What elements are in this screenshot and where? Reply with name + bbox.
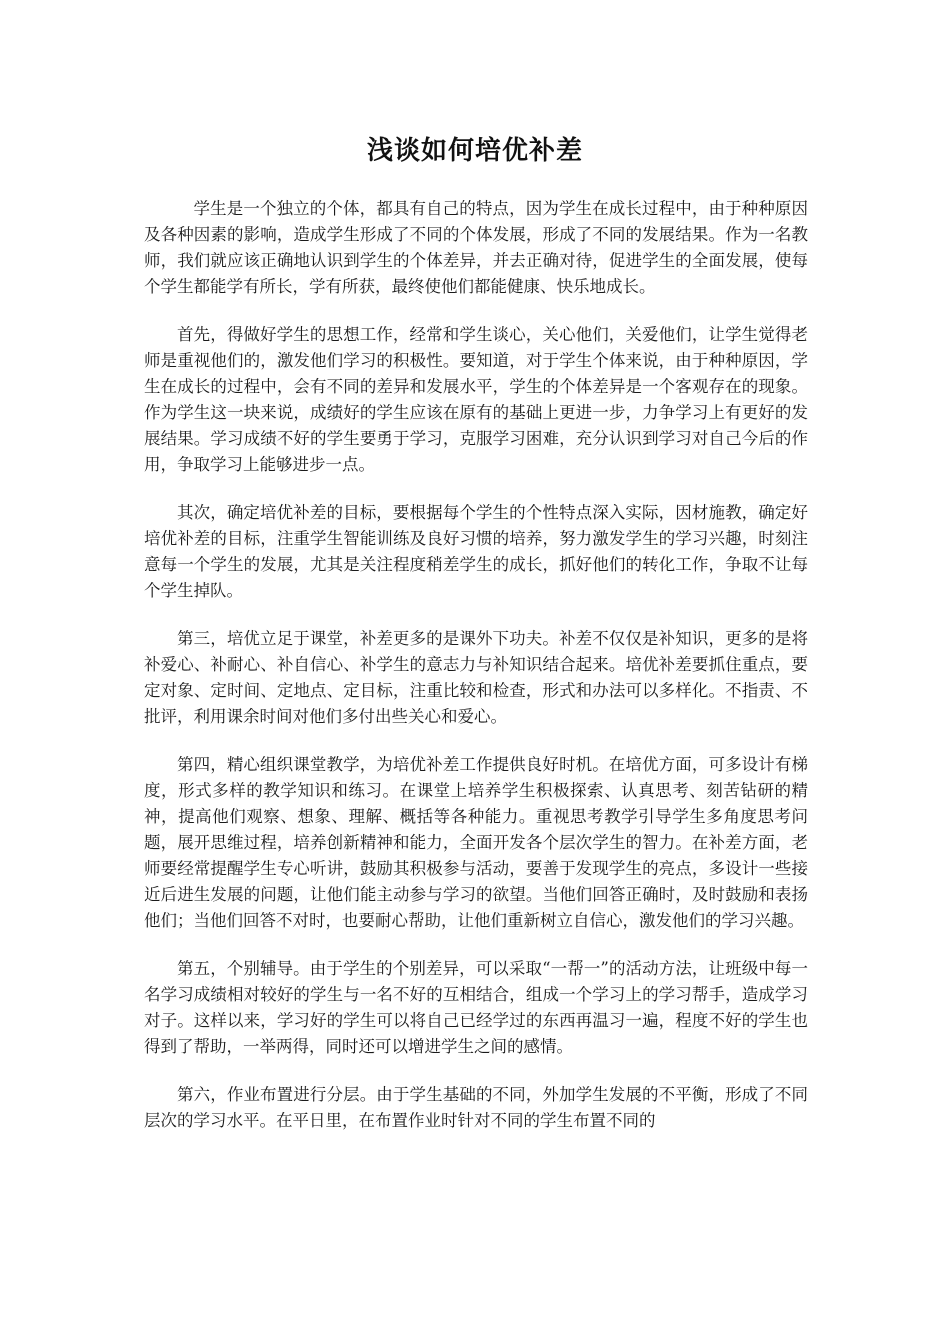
paragraph-first-point: 首先，得做好学生的思想工作，经常和学生谈心，关心他们，关爱他们，让学生觉得老师是重视他们的，激发他们学习的积极性。要知道，对于学生个体来说，由于种种原因，学生在成长的过程中，会有不同的差异和发展水平，学生的个体差异是一个客观存在的现象。作为学生这一块来说，成绩好的学生应该在原有的基础上更进一步，力争学习上有更好的发展结果。学习成绩不好的学生要勇于学习，克服学习困难，充分认识到学习对自己今后的作用，争取学习上能够进步一点。	[144, 325, 808, 474]
paragraph-fifth-point: 第五，个别辅导。由于学生的个别差异，可以采取“一帮一”的活动方法，让班级中每一名学习成绩相对较好的学生与一名不好的互相结合，组成一个学习上的学习帮手，造成学习对子。这样以来，学习好的学生可以将自己已经学过的东西再温习一遍，程度不好的学生也得到了帮助，一举两得，同时还可以增进学生之间的感情。	[144, 959, 808, 1056]
document-body	[144, 196, 808, 1156]
document-title: 浅谈如何培优补差	[366, 136, 583, 166]
paragraph-third-point: 第三，培优立足于课堂，补差更多的是课外下功夫。补差不仅仅是补知识，更多的是将补爱心、补耐心、补自信心、补学生的意志力与补知识结合起来。培优补差要抓住重点，要定对象、定时间、定地点、定目标，注重比较和检查，形式和办法可以多样化。不指责、不批评，利用课余时间对他们多付出些关心和爱心。	[144, 629, 808, 726]
paragraph-intro: 学生是一个独立的个体，都具有自己的特点，因为学生在成长过程中，由于种种原因及各种因素的影响，造成学生形成了不同的个体发展，形成了不同的发展结果。作为一名教师，我们就应该正确地认识到学生的个体差异，并去正确对待，促进学生的全面发展，使每个学生都能学有所长，学有所获，最终使他们都能健康、快乐地成长。	[144, 199, 808, 296]
paragraph-second-point: 其次，确定培优补差的目标，要根据每个学生的个性特点深入实际，因材施教，确定好培优补差的目标，注重学生智能训练及良好习惯的培养，努力激发学生的学习兴趣，时刻注意每一个学生的发展，尤其是关注程度稍差学生的成长，抓好他们的转化工作，争取不让每个学生掉队。	[144, 503, 808, 600]
paragraph-sixth-point: 第六，作业布置进行分层。由于学生基础的不同，外加学生发展的不平衡，形成了不同层次的学习水平。在平日里，在布置作业时针对不同的学生布置不同的	[144, 1085, 808, 1130]
paragraph-fourth-point: 第四，精心组织课堂教学，为培优补差工作提供良好时机。在培优方面，可多设计有梯度，形式多样的教学知识和练习。在课堂上培养学生积极探索、认真思考、刻苦钻研的精神，提高他们观察、想象、理解、概括等各种能力。重视思考教学引导学生多角度思考问题，展开思维过程，培养创新精神和能力，全面开发各个层次学生的智力。在补差方面，老师要经常提醒学生专心听讲，鼓励其积极参与活动，要善于发现学生的亮点，多设计一些接近后进生发展的问题，让他们能主动参与学习的欲望。当他们回答正确时，及时鼓励和表扬他们；当他们回答不对时，也要耐心帮助，让他们重新树立自信心，激发他们的学习兴趣。	[144, 755, 808, 930]
